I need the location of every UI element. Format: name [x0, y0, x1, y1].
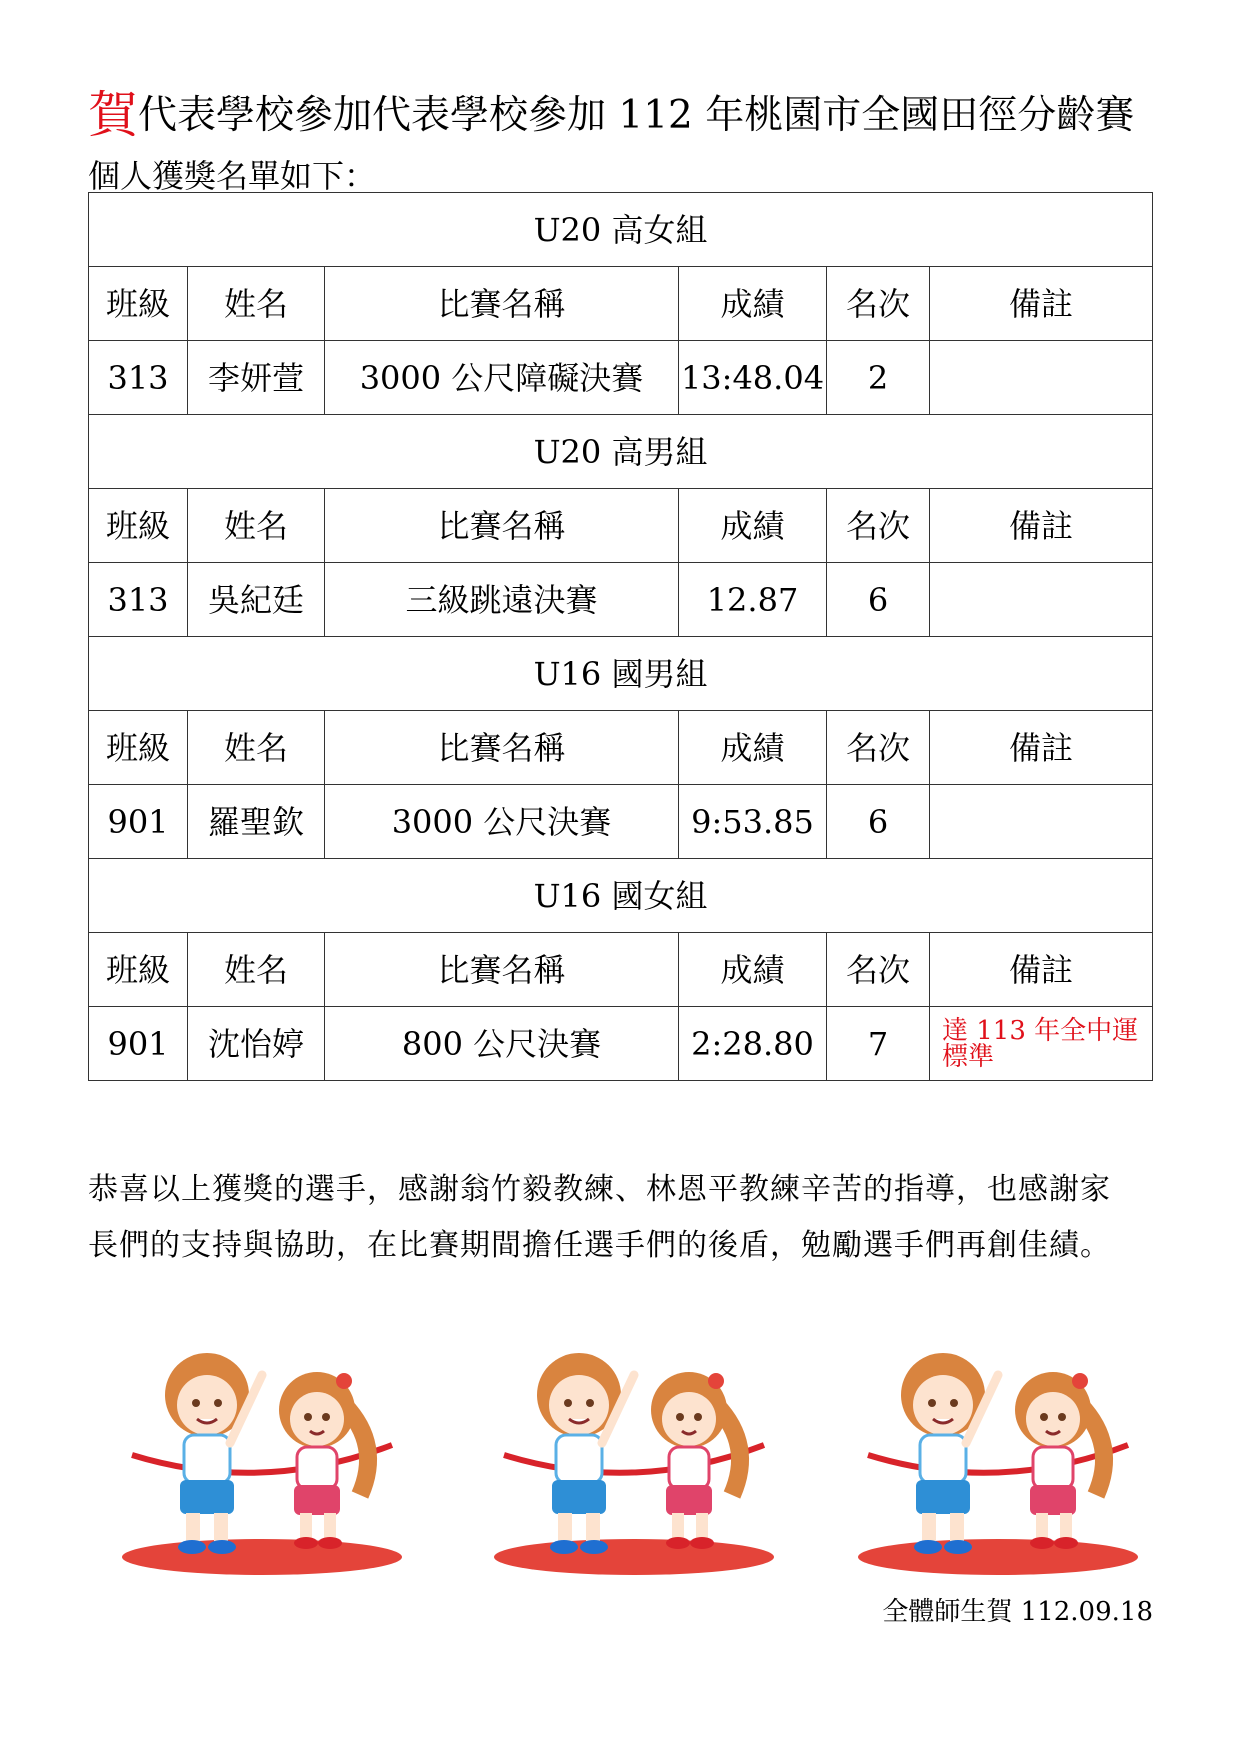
section-title: U16 國女組 [89, 859, 1153, 933]
header-result: 成績 [679, 933, 827, 1007]
header-note: 備註 [930, 267, 1153, 341]
header-class: 班級 [89, 933, 188, 1007]
header-event: 比賽名稱 [325, 933, 679, 1007]
cell-name: 沈怡婷 [188, 1007, 325, 1081]
header-event: 比賽名稱 [325, 711, 679, 785]
cell-rank: 7 [827, 1007, 930, 1081]
header-note: 備註 [930, 933, 1153, 1007]
header-row [89, 267, 1153, 341]
header-note: 備註 [930, 489, 1153, 563]
header-class: 班級 [89, 489, 188, 563]
running-kids-illustration [848, 1335, 1148, 1585]
section-title: U20 高女組 [89, 193, 1153, 267]
header-name: 姓名 [188, 933, 325, 1007]
section-row [89, 193, 1153, 267]
cell-note: 達 113 年全中運標準 [930, 1007, 1153, 1081]
header-rank: 名次 [827, 711, 930, 785]
cell-name: 羅聖欽 [188, 785, 325, 859]
signature-date: 全體師生賀 112.09.18 [882, 1597, 1153, 1627]
running-kids-illustration [112, 1335, 412, 1585]
header-result: 成績 [679, 489, 827, 563]
title-text: 代表學校參加代表學校參加 112 年桃園市全國田徑分齡賽 [138, 93, 1135, 138]
section-title: U16 國男組 [89, 637, 1153, 711]
section-row [89, 637, 1153, 711]
header-class: 班級 [89, 267, 188, 341]
header-row [89, 489, 1153, 563]
table-row [89, 785, 1153, 859]
table-row [89, 563, 1153, 637]
header-event: 比賽名稱 [325, 489, 679, 563]
subtitle: 個人獲獎名單如下： [88, 157, 377, 195]
table-row [89, 341, 1153, 415]
cell-event: 3000 公尺障礙決賽 [325, 341, 679, 415]
cell-event: 800 公尺決賽 [325, 1007, 679, 1081]
cell-rank: 2 [827, 341, 930, 415]
header-rank: 名次 [827, 933, 930, 1007]
header-name: 姓名 [188, 489, 325, 563]
page-title [88, 88, 1188, 143]
cell-name: 吳紀廷 [188, 563, 325, 637]
cell-result: 2:28.80 [679, 1007, 827, 1081]
header-name: 姓名 [188, 711, 325, 785]
cell-class: 313 [89, 563, 188, 637]
header-note: 備註 [930, 711, 1153, 785]
cell-result: 9:53.85 [679, 785, 827, 859]
cell-event: 三級跳遠決賽 [325, 563, 679, 637]
cell-note [930, 341, 1153, 415]
cell-rank: 6 [827, 563, 930, 637]
cell-note [930, 785, 1153, 859]
title-congrats-char: 賀 [88, 86, 138, 144]
section-row [89, 859, 1153, 933]
cell-rank: 6 [827, 785, 930, 859]
cell-class: 901 [89, 1007, 188, 1081]
section-row [89, 415, 1153, 489]
header-class: 班級 [89, 711, 188, 785]
cell-class: 313 [89, 341, 188, 415]
cell-event: 3000 公尺決賽 [325, 785, 679, 859]
header-row [89, 933, 1153, 1007]
header-row [89, 711, 1153, 785]
awards-table [88, 192, 1153, 1081]
header-event: 比賽名稱 [325, 267, 679, 341]
running-kids-illustration [484, 1335, 784, 1585]
header-rank: 名次 [827, 489, 930, 563]
header-result: 成績 [679, 711, 827, 785]
cell-note [930, 563, 1153, 637]
header-result: 成績 [679, 267, 827, 341]
header-name: 姓名 [188, 267, 325, 341]
table-row [89, 1007, 1153, 1081]
cell-result: 13:48.04 [679, 341, 827, 415]
closing-paragraph: 恭喜以上獲獎的選手，感謝翁竹毅教練、林恩平教練辛苦的指導，也感謝家長們的支持與協助，在比賽期間擔任選手們的後盾，勉勵選手們再創佳績。 [88, 1172, 1111, 1263]
section-title: U20 高男組 [89, 415, 1153, 489]
header-rank: 名次 [827, 267, 930, 341]
cell-result: 12.87 [679, 563, 827, 637]
cell-name: 李妍萱 [188, 341, 325, 415]
cell-class: 901 [89, 785, 188, 859]
